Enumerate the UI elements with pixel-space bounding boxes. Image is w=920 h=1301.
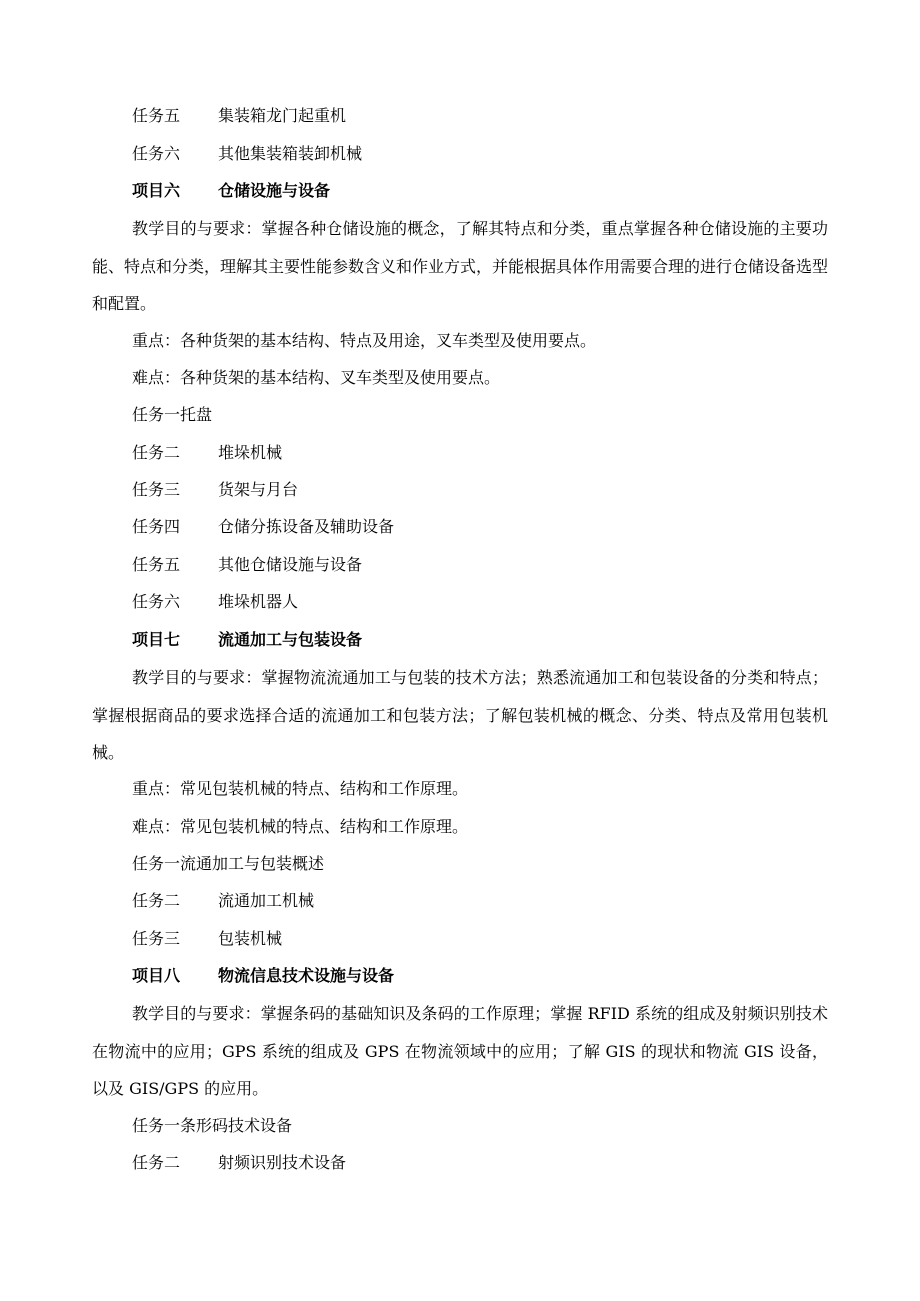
task-number: 任务五 [132, 106, 181, 125]
task-line: 任务一流通加工与包装概述 [132, 854, 325, 873]
task-title: 流通加工机械 [218, 891, 315, 910]
task-line [132, 480, 298, 500]
task-title: 堆垛机械 [218, 443, 283, 462]
teaching-goal-paragraph: 教学目的与要求：掌握条码的基础知识及条码的工作原理；掌握 RFID 系统的组成及射频识别技术在物流中的应用；GPS 系统的组成及 GPS 在物流领域中的应用；了解 GIS 的现状和物流 GIS 设备，以及 GIS/GPS 的应用。 [92, 1004, 828, 1098]
key-point: 重点：各种货架的基本结构、特点及用途，叉车类型及使用要点。 [132, 331, 597, 350]
task-number: 任务二 [132, 891, 181, 910]
task-title: 堆垛机器人 [218, 592, 299, 611]
task-line: 任务一托盘 [132, 405, 213, 424]
project-number: 项目八 [132, 966, 181, 985]
task-number: 任务三 [132, 480, 181, 499]
task-title: 其他仓储设施与设备 [218, 555, 363, 574]
task-number: 任务五 [132, 555, 181, 574]
task-number: 任务三 [132, 929, 181, 948]
task-title: 仓储分拣设备及辅助设备 [218, 517, 395, 536]
task-title: 其他集装箱装卸机械 [218, 144, 363, 163]
teaching-goal-paragraph: 教学目的与要求：掌握各种仓储设施的概念，了解其特点和分类，重点掌握各种仓储设施的主要功能、特点和分类，理解其主要性能参数含义和作业方式，并能根据具体作用需要合理的进行仓储设备选型和配置。 [92, 219, 829, 313]
task-number: 任务二 [132, 1153, 181, 1172]
project-heading [132, 630, 362, 650]
key-point: 重点：常见包装机械的特点、结构和工作原理。 [132, 779, 469, 798]
task-number: 任务四 [132, 517, 181, 536]
task-line [132, 517, 394, 537]
task-line [132, 929, 282, 949]
difficult-point: 难点：各种货架的基本结构、叉车类型及使用要点。 [132, 368, 501, 387]
task-title: 射频识别技术设备 [218, 1153, 347, 1172]
task-title: 包装机械 [218, 929, 283, 948]
task-line [132, 443, 282, 463]
project-number: 项目六 [132, 181, 181, 200]
task-title: 货架与月台 [218, 480, 299, 499]
teaching-goal-paragraph: 教学目的与要求：掌握物流流通加工与包装的技术方法；熟悉流通加工和包装设备的分类和特点；掌握根据商品的要求选择合适的流通加工和包装方法；了解包装机械的概念、分类、特点及常用包装机械。 [92, 668, 828, 762]
task-line [132, 891, 314, 911]
project-heading [132, 966, 394, 986]
task-line [132, 106, 346, 126]
difficult-point: 难点：常见包装机械的特点、结构和工作原理。 [132, 817, 469, 836]
project-heading [132, 181, 330, 201]
project-number: 项目七 [132, 630, 181, 649]
task-title: 集装箱龙门起重机 [218, 106, 347, 125]
task-line [132, 555, 362, 575]
task-line [132, 144, 362, 164]
project-title: 物流信息技术设施与设备 [218, 966, 395, 985]
task-number: 任务二 [132, 443, 181, 462]
task-line [132, 592, 298, 612]
task-number: 任务六 [132, 592, 181, 611]
project-title: 流通加工与包装设备 [218, 630, 363, 649]
task-line: 任务一条形码技术设备 [132, 1116, 293, 1135]
task-number: 任务六 [132, 144, 181, 163]
project-title: 仓储设施与设备 [218, 181, 331, 200]
task-line [132, 1153, 346, 1173]
